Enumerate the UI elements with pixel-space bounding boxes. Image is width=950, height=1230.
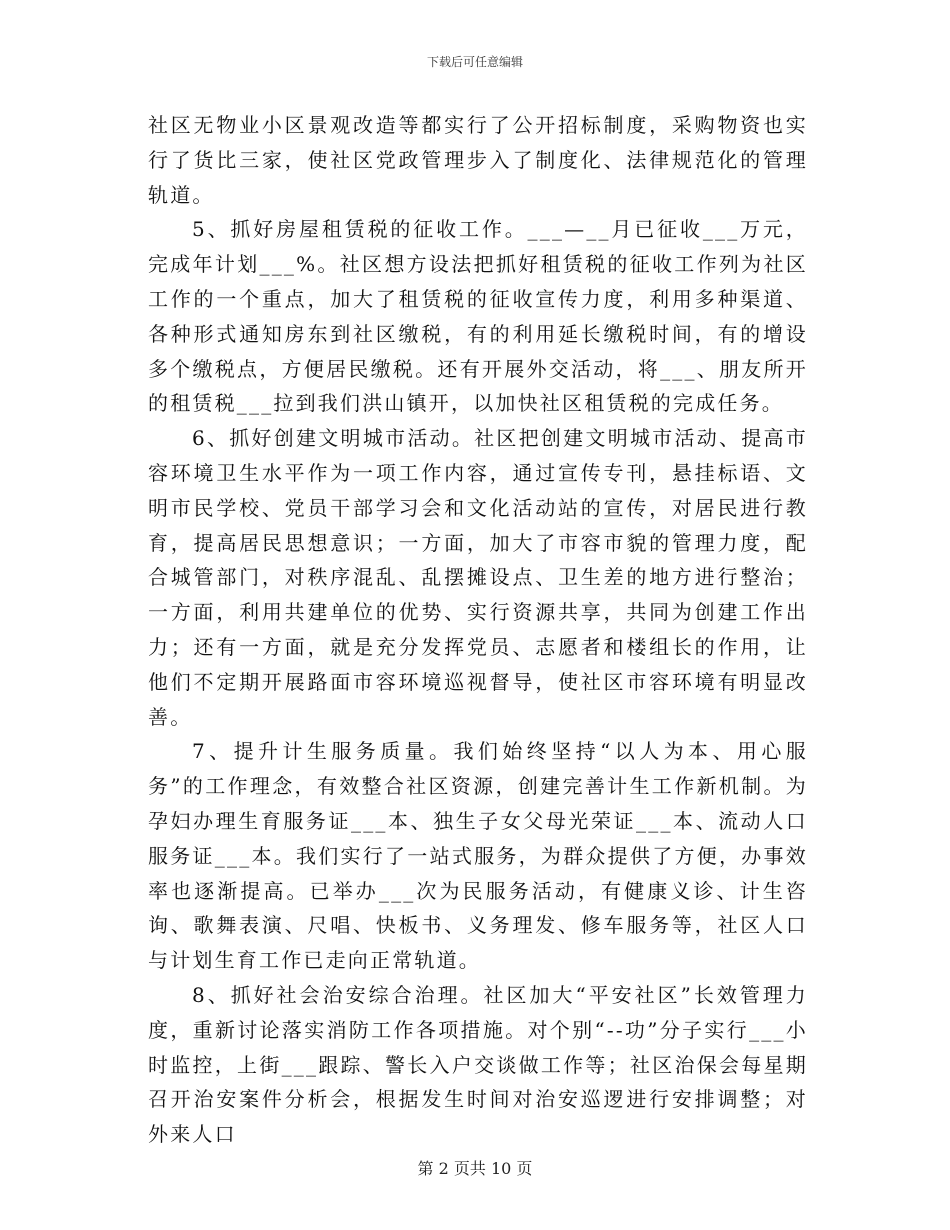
paragraph-public-security: 8、抓好社会治安综合治理。社区加大“平安社区”长效管理力度，重新讨论落实消防工作各项措施。对个别“--功”分子实行___小时监控，上街___跟踪、警长入户交谈做工作等；社区治保会每星期召开治安案件分析会，根据发生时间对治安巡逻进行安排调整；对外来人口 — [148, 982, 808, 1147]
paragraph-civilized-city: 6、抓好创建文明城市活动。社区把创建文明城市活动、提高市容环境卫生水平作为一项工作内容，通过宣传专刊，悬挂标语、文明市民学校、党员干部学习会和文化活动站的宣传，对居民进行教育，提高居民思想意识；一方面，加大了市容市貌的管理力度，配合城管部门，对秩序混乱、乱摆摊设点、卫生差的地方进行整治；一方面，利用共建单位的优势、实行资源共享，共同为创建工作出力；还有一方面，就是充分发挥党员、志愿者和楼组长的作用，让他们不定期开展路面市容环境巡视督导，使社区市容环境有明显改善。 — [148, 426, 808, 729]
page-header: 下载后可任意编辑 — [426, 55, 523, 69]
paragraph-family-planning: 7、提升计生服务质量。我们始终坚持“以人为本、用心服务”的工作理念，有效整合社区资源，创建完善计生工作新机制。为孕妇办理生育服务证___本、独生子女父母光荣证___本、流动人口服务证___本。我们实行了一站式服务，为群众提供了方便，办事效率也逐渐提高。已举办___次为民服务活动，有健康义诊、计生咨询、歌舞表演、尺唱、快板书、义务理发、修车服务等，社区人口与计划生育工作已走向正常轨道。 — [148, 739, 808, 973]
page-footer: 第 2 页共 10 页 — [417, 1159, 533, 1178]
paragraph-continuation: 社区无物业小区景观改造等都实行了公开招标制度，采购物资也实行了货比三家，使社区党政管理步入了制度化、法律规范化的管理轨道。 — [148, 113, 808, 207]
document-body — [148, 108, 808, 1152]
paragraph-rental-tax: 5、抓好房屋租赁税的征收工作。___—__月已征收___万元，完成年计划___%。社区想方设法把抓好租赁税的征收工作列为社区工作的一个重点，加大了租赁税的征收宣传力度，利用多种渠道、各种形式通知房东到社区缴税，有的利用延长缴税时间，有的增设多个缴税点，方便居民缴税。还有开展外交活动，将___、朋友所开的租赁税___拉到我们洪山镇开，以加快社区租赁税的完成任务。 — [148, 217, 808, 416]
